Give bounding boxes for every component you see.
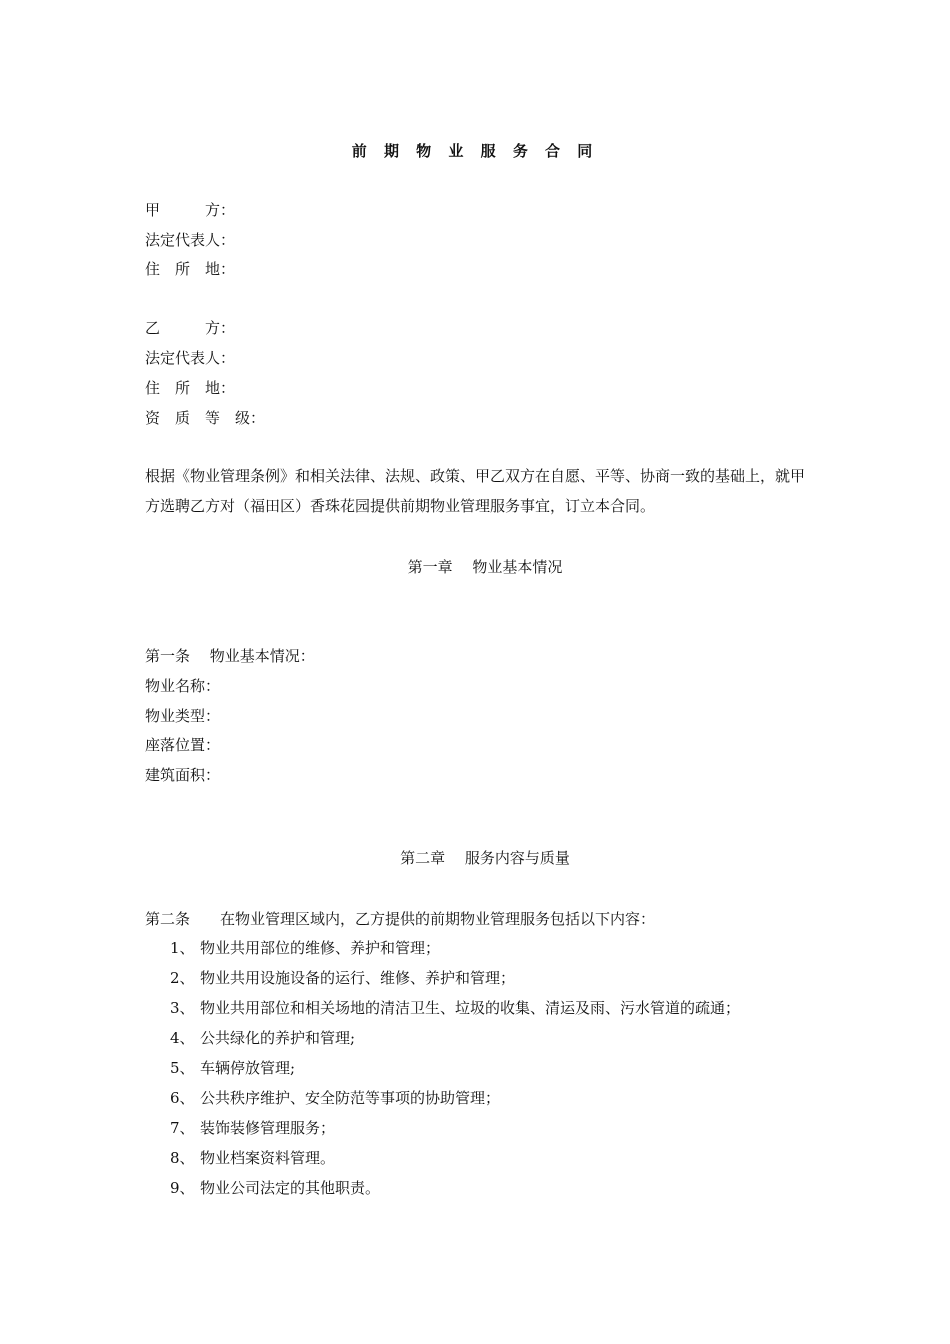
list-item: [0, 1118, 950, 1138]
list-item-text: 车辆停放管理;: [200, 1059, 296, 1077]
property-name-label: 物业名称：: [145, 677, 221, 695]
list-item: [0, 1088, 950, 1108]
property-location-label: 座落位置：: [145, 736, 221, 754]
list-item-text: 装饰装修管理服务；: [200, 1119, 336, 1137]
list-item: [0, 1028, 950, 1048]
list-item-text: 物业共用部位的维修、养护和管理；: [200, 939, 441, 957]
list-item-text: 公共绿化的养护和管理;: [200, 1029, 356, 1047]
list-item-number: 5、: [170, 1059, 195, 1077]
article-1-heading: 第一条 物业基本情况：: [145, 647, 315, 665]
list-item-number: 1、: [170, 939, 195, 957]
list-item: [0, 1178, 950, 1198]
list-item: [0, 938, 950, 958]
list-item-text: 物业共用设施设备的运行、维修、养护和管理；: [200, 969, 516, 987]
party-a-label: 甲 方：: [145, 201, 236, 219]
party-b-address-label: 住 所 地：: [145, 379, 236, 397]
party-a-address-label: 住 所 地：: [145, 260, 236, 278]
list-item-text: 物业公司法定的其他职责。: [200, 1179, 381, 1197]
list-item-text: 物业档案资料管理。: [200, 1149, 336, 1167]
list-item-number: 3、: [170, 999, 195, 1017]
list-item-number: 9、: [170, 1179, 195, 1197]
list-item-number: 7、: [170, 1119, 195, 1137]
list-item-number: 8、: [170, 1149, 195, 1167]
list-item: [0, 1148, 950, 1168]
party-b-legal-rep-label: 法定代表人：: [145, 349, 236, 367]
list-item-number: 4、: [170, 1029, 195, 1047]
list-item: [0, 968, 950, 988]
party-b-qualification-label: 资 质 等 级：: [145, 409, 266, 427]
party-b-label: 乙 方：: [145, 319, 236, 337]
party-a-legal-rep-label: 法定代表人：: [145, 231, 236, 249]
building-area-label: 建筑面积：: [145, 766, 221, 784]
list-item: [0, 1058, 950, 1078]
chapter-1-heading: 第一章 物业基本情况: [407, 558, 563, 576]
list-item: [0, 998, 950, 1018]
preamble-paragraph: 根据《物业管理条例》和相关法律、法规、政策、甲乙双方在自愿、平等、协商一致的基础上，就甲方选聘乙方对（福田区）香珠花园提供前期物业管理服务事宜，订立本合同。: [145, 467, 806, 515]
chapter-2-heading: 第二章 服务内容与质量: [400, 849, 570, 867]
list-item-text: 公共秩序维护、安全防范等事项的协助管理；: [200, 1089, 501, 1107]
property-type-label: 物业类型：: [145, 707, 221, 725]
list-item-number: 2、: [170, 969, 195, 987]
article-2-heading: 第二条 在物业管理区域内，乙方提供的前期物业管理服务包括以下内容：: [145, 910, 656, 928]
list-item-number: 6、: [170, 1089, 195, 1107]
list-item-text: 物业共用部位和相关场地的清洁卫生、垃圾的收集、清运及雨、污水管道的疏通；: [200, 999, 741, 1017]
contract-title: 前 期 物 业 服 务 合 同: [351, 142, 599, 160]
